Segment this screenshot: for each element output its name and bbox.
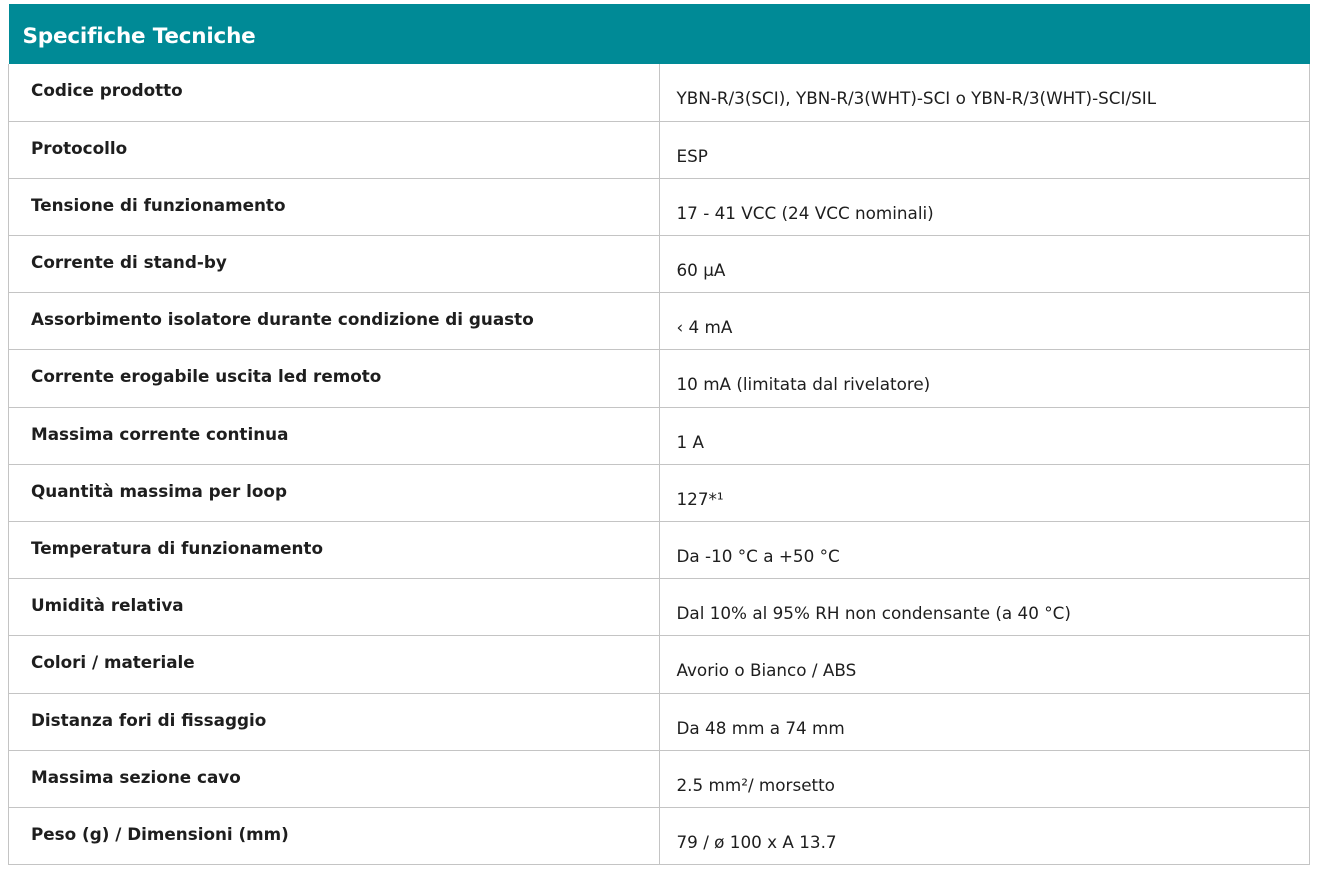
spec-label: Corrente erogabile uscita led remoto xyxy=(9,350,660,407)
spec-label: Protocollo xyxy=(9,121,660,178)
spec-row-colori-materiale xyxy=(9,636,1310,693)
spec-value: Avorio o Bianco / ABS xyxy=(659,636,1310,693)
spec-value: 127*¹ xyxy=(659,464,1310,521)
spec-value: ESP xyxy=(659,121,1310,178)
spec-label: Massima corrente continua xyxy=(9,407,660,464)
spec-value: 17 - 41 VCC (24 VCC nominali) xyxy=(659,178,1310,235)
spec-table xyxy=(8,4,1310,865)
spec-label: Peso (g) / Dimensioni (mm) xyxy=(9,807,660,864)
spec-label: Colori / materiale xyxy=(9,636,660,693)
spec-row-distanza-fori xyxy=(9,693,1310,750)
spec-row-assorbimento-isolatore xyxy=(9,293,1310,350)
spec-row-corrente-standby xyxy=(9,236,1310,293)
spec-label: Codice prodotto xyxy=(9,64,660,121)
spec-value: 60 µA xyxy=(659,236,1310,293)
spec-row-sezione-cavo xyxy=(9,750,1310,807)
spec-label: Corrente di stand-by xyxy=(9,236,660,293)
spec-label: Tensione di funzionamento xyxy=(9,178,660,235)
spec-value: ‹ 4 mA xyxy=(659,293,1310,350)
spec-row-corrente-led xyxy=(9,350,1310,407)
spec-value: 79 / ø 100 x A 13.7 xyxy=(659,807,1310,864)
spec-label: Distanza fori di fissaggio xyxy=(9,693,660,750)
spec-row-tensione xyxy=(9,178,1310,235)
spec-value: YBN-R/3(SCI), YBN-R/3(WHT)-SCI o YBN-R/3(WHT)-SCI/SIL xyxy=(659,64,1310,121)
spec-value: Dal 10% al 95% RH non condensante (a 40 °C) xyxy=(659,579,1310,636)
spec-label: Umidità relativa xyxy=(9,579,660,636)
spec-row-codice-prodotto xyxy=(9,64,1310,121)
spec-value: Da -10 °C a +50 °C xyxy=(659,522,1310,579)
spec-row-protocollo xyxy=(9,121,1310,178)
spec-table-title: Specifiche Tecniche xyxy=(9,4,1310,64)
spec-row-umidita xyxy=(9,579,1310,636)
spec-value: Da 48 mm a 74 mm xyxy=(659,693,1310,750)
spec-value: 1 A xyxy=(659,407,1310,464)
spec-row-temperatura xyxy=(9,522,1310,579)
spec-label: Temperatura di funzionamento xyxy=(9,522,660,579)
spec-value: 10 mA (limitata dal rivelatore) xyxy=(659,350,1310,407)
spec-label: Assorbimento isolatore durante condizione di guasto xyxy=(9,293,660,350)
spec-value: 2.5 mm²/ morsetto xyxy=(659,750,1310,807)
spec-row-peso-dimensioni xyxy=(9,807,1310,864)
spec-table-header xyxy=(9,4,1310,64)
spec-label: Quantità massima per loop xyxy=(9,464,660,521)
spec-row-corrente-continua xyxy=(9,407,1310,464)
spec-row-quantita-loop xyxy=(9,464,1310,521)
spec-label: Massima sezione cavo xyxy=(9,750,660,807)
